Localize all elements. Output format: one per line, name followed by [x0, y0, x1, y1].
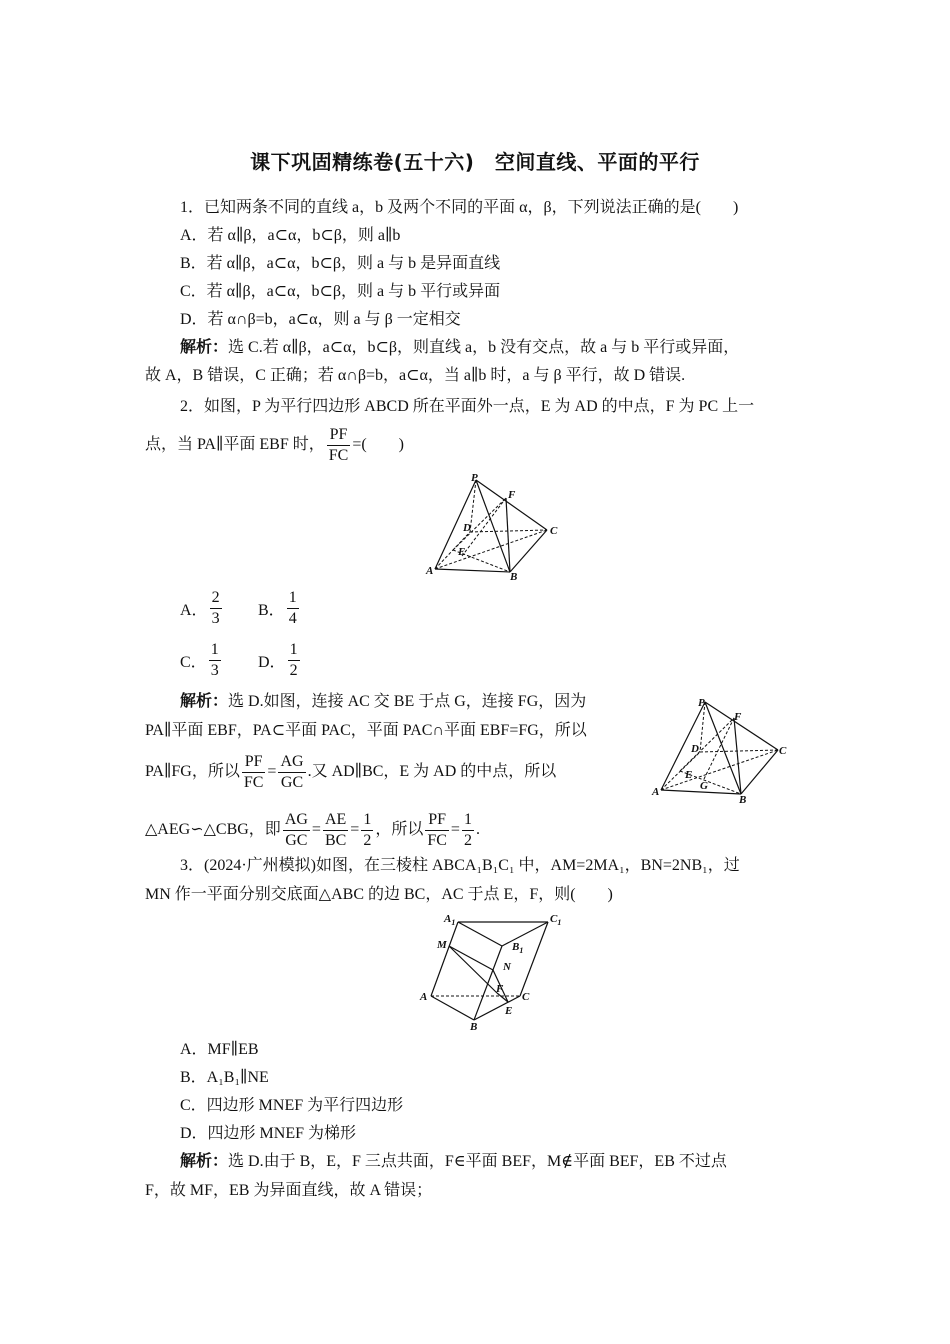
option-label: B． [258, 602, 285, 619]
fraction-numerator: PF [327, 425, 351, 446]
fraction-denominator: 2 [363, 832, 372, 849]
q3-prism-figure [412, 910, 572, 1034]
label-E: E [505, 1005, 513, 1017]
fraction-denominator: FC [328, 447, 349, 464]
fraction-numerator: 1 [288, 640, 300, 661]
q2-analysis-line3 [145, 752, 556, 793]
label-B: B [739, 794, 747, 806]
equals-sign: = [350, 821, 360, 839]
fraction-numerator: 1 [287, 588, 299, 609]
label-C: C [550, 525, 558, 537]
q2-analysis-text4d: ，所以 [375, 821, 424, 839]
label-G: G [700, 780, 708, 792]
fraction-ae-bc [323, 810, 348, 851]
q3-option-c: C．四边形 MNEF 为平行四边形 [180, 1097, 404, 1114]
fraction-half-2 [462, 810, 474, 851]
fraction-numerator: PF [425, 810, 449, 831]
fraction-denominator: FC [243, 774, 264, 791]
q2-stem-fraction [327, 425, 351, 466]
q2-pyramid-figure [418, 470, 568, 582]
label-F: F [496, 983, 504, 995]
fraction-numerator: 2 [210, 588, 222, 609]
fraction-ag-gc-2 [283, 810, 310, 851]
label-E: E [685, 769, 693, 781]
option-fraction [288, 640, 300, 681]
q2-analysis-text3a: PA∥FG，所以 [145, 763, 240, 781]
fraction-denominator: 2 [289, 662, 298, 679]
fraction-denominator: BC [324, 832, 347, 849]
label-B: B [510, 571, 518, 582]
q2-option-a [180, 588, 224, 629]
label-D: D [463, 522, 471, 534]
fraction-numerator: 1 [462, 810, 474, 831]
equals-sign: = [450, 821, 460, 839]
q3-option-a: A．MF∥EB [180, 1041, 259, 1058]
q1-analysis-line1 [180, 338, 739, 358]
label-A: A [420, 991, 428, 1003]
q2-analysis-text3c: .又 AD∥BC，E 为 AD 的中点，所以 [307, 763, 557, 781]
label-F: F [734, 711, 742, 723]
label-M: M [437, 939, 447, 951]
q2-stem-line2 [145, 425, 404, 466]
fraction-numerator: AG [283, 810, 310, 831]
fraction-denominator: 3 [211, 610, 220, 627]
fraction-denominator: 2 [463, 832, 472, 849]
analysis-label: 解析： [180, 1153, 229, 1170]
fraction-numerator: PF [242, 752, 266, 773]
label-A: A [652, 786, 660, 798]
fraction-ag-gc [278, 752, 305, 793]
option-fraction [210, 588, 222, 629]
q1-option-b: B．若 α∥β，a⊂α，b⊂β，则 a 与 b 是异面直线 [180, 255, 501, 272]
q2-analysis-text4a: △AEG∽△CBG，即 [145, 821, 281, 839]
fraction-numerator: 1 [209, 640, 221, 661]
label-P: P [471, 472, 478, 484]
q3-stem-line1: 3．(2024·广州模拟)如图，在三棱柱 ABCA₁B₁C₁ 中，AM=2MA₁，BN=2NB₁，过 [180, 857, 740, 874]
label-C1: $C_1$ [550, 913, 562, 927]
equals-sign: = [267, 763, 277, 781]
period: . [475, 821, 480, 839]
q3-analysis-line1 [180, 1152, 727, 1172]
q3-stem-line2: MN 作一平面分别交底面△ABC 的边 BC，AC 于点 E，F，则( ) [145, 886, 613, 903]
q2-stem-line1: 2．如图，P 为平行四边形 ABCD 所在平面外一点，E 为 AD 的中点，F 为 PC 上一 [180, 398, 755, 415]
q1-option-c: C．若 α∥β，a⊂α，b⊂β，则 a 与 b 平行或异面 [180, 283, 501, 300]
page-title: 课下巩固精练卷(五十六) 空间直线、平面的平行 [250, 150, 700, 174]
label-B1: $B_1$ [512, 941, 524, 955]
q2-analysis-figure [648, 694, 793, 806]
fraction-numerator: AE [323, 810, 348, 831]
q2-analysis-text1: 选 D.如图，连接 AC 交 BE 于点 G，连接 FG，因为 [228, 693, 587, 710]
label-B: B [470, 1021, 478, 1033]
fraction-denominator: 3 [210, 662, 219, 679]
equals-sign: = [311, 821, 321, 839]
q1-analysis-text1: 选 C.若 α∥β，a⊂α，b⊂β，则直线 a，b 没有交点，故 a 与 b 平行或异面， [228, 339, 740, 356]
q3-option-b: B．A₁B₁∥NE [180, 1069, 269, 1086]
q1-analysis-line2: 故 A，B 错误，C 正确；若 α∩β=b，a⊂α，当 a∥b 时，a 与 β 平行，故 D 错误. [145, 367, 686, 384]
fraction-denominator: GC [285, 832, 308, 849]
fraction-pf-fc-2 [425, 810, 449, 851]
label-C: C [522, 991, 530, 1003]
q2-option-c [180, 640, 223, 681]
q2-stem-text: 点，当 PA∥平面 EBF 时， [145, 436, 325, 454]
q3-option-d: D．四边形 MNEF 为梯形 [180, 1125, 357, 1142]
fraction-numerator: AG [278, 752, 305, 773]
analysis-label: 解析： [180, 693, 229, 710]
analysis-label: 解析： [180, 339, 229, 356]
fraction-numerator: 1 [361, 810, 373, 831]
option-label: D． [258, 654, 286, 671]
option-fraction [287, 588, 299, 629]
label-E: E [458, 546, 466, 558]
q1-stem: 1．已知两条不同的直线 a，b 及两个不同的平面 α，β，下列说法正确的是( ) [180, 199, 739, 216]
fraction-denominator: 4 [288, 610, 297, 627]
label-A1: $A_1$ [444, 913, 456, 927]
q2-stem-end: =( ) [352, 436, 404, 454]
option-label: C． [180, 654, 207, 671]
fraction-denominator: GC [280, 774, 304, 791]
q2-analysis-line2: PA∥平面 EBF，PA⊂平面 PAC，平面 PAC∩平面 EBF=FG，所以 [145, 722, 587, 739]
q3-analysis-line2: F，故 MF，EB 为异面直线，故 A 错误； [145, 1182, 433, 1199]
label-F: F [508, 489, 516, 501]
q1-option-d: D．若 α∩β=b，a⊂α，则 a 与 β 一定相交 [180, 311, 461, 328]
label-A: A [426, 565, 434, 577]
label-N: N [503, 961, 511, 973]
q1-option-a: A．若 α∥β，a⊂α，b⊂β，则 a∥b [180, 227, 401, 244]
fraction-pf-fc [242, 752, 266, 793]
q2-option-d [258, 640, 302, 681]
option-label: A． [180, 602, 208, 619]
label-D: D [691, 743, 699, 755]
q2-analysis-line1 [180, 692, 586, 712]
fraction-half [361, 810, 373, 851]
fraction-denominator: FC [427, 832, 447, 849]
q2-option-b [258, 588, 301, 629]
option-fraction [209, 640, 221, 681]
q2-analysis-line4 [145, 810, 480, 851]
label-C: C [779, 745, 787, 757]
label-P: P [698, 697, 705, 709]
q3-analysis-text1: 选 D.由于 B，E，F 三点共面，F∈平面 BEF，M∉平面 BEF，EB 不过点 [228, 1153, 727, 1170]
